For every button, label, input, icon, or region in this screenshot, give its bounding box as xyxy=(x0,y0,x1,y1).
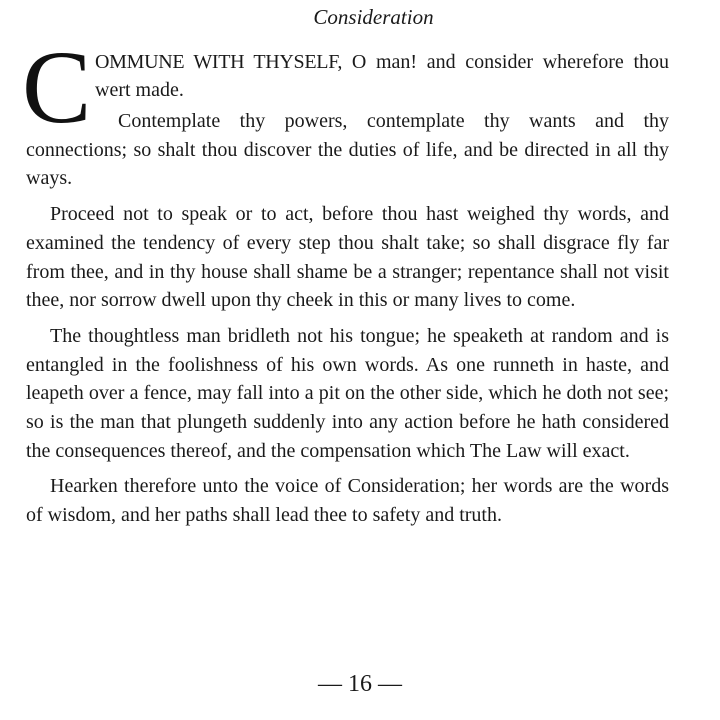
page xyxy=(22,0,669,537)
paragraph-3: The thoughtless man bridleth not his tongue; he speaketh at random and is entangled in the foolishness of his own words. As one runneth in haste, and leapeth over a fence, may fall into a pit on the other side, which he doth not see; so is the man that plungeth suddenly into any action before he hath considered the consequences thereof, and the compensation which The Law will exact. xyxy=(26,324,669,462)
paragraph-2: Proceed not to speak or to act, before thou hast weighed thy words, and examined the tendency of every step thou shalt take; so shall disgrace fly far from thee, and in thy house shall shame be a stranger; repentance shall not visit thee, nor sorrow dwell upon thy cheek in this or many lives to come. xyxy=(26,203,669,312)
opening-text xyxy=(95,48,669,104)
drop-cap: C xyxy=(22,30,92,145)
running-header: Consideration xyxy=(313,5,434,29)
opening-rest: O man! and consider wherefore thou wert made. xyxy=(95,51,669,101)
page-number: — 16 — xyxy=(318,671,402,697)
opening-block xyxy=(22,30,669,145)
paragraph-1: Contemplate thy powers, contemplate thy wants and thy connections; so shalt thou discover the duties of life, and be directed in all thy ways. xyxy=(26,110,669,190)
opening-caps: OMMUNE WITH THYSELF, xyxy=(95,51,343,73)
paragraph-4: Hearken therefore unto the voice of Consideration; her words are the words of wisdom, and her paths shall lead thee to safety and truth. xyxy=(26,475,669,527)
